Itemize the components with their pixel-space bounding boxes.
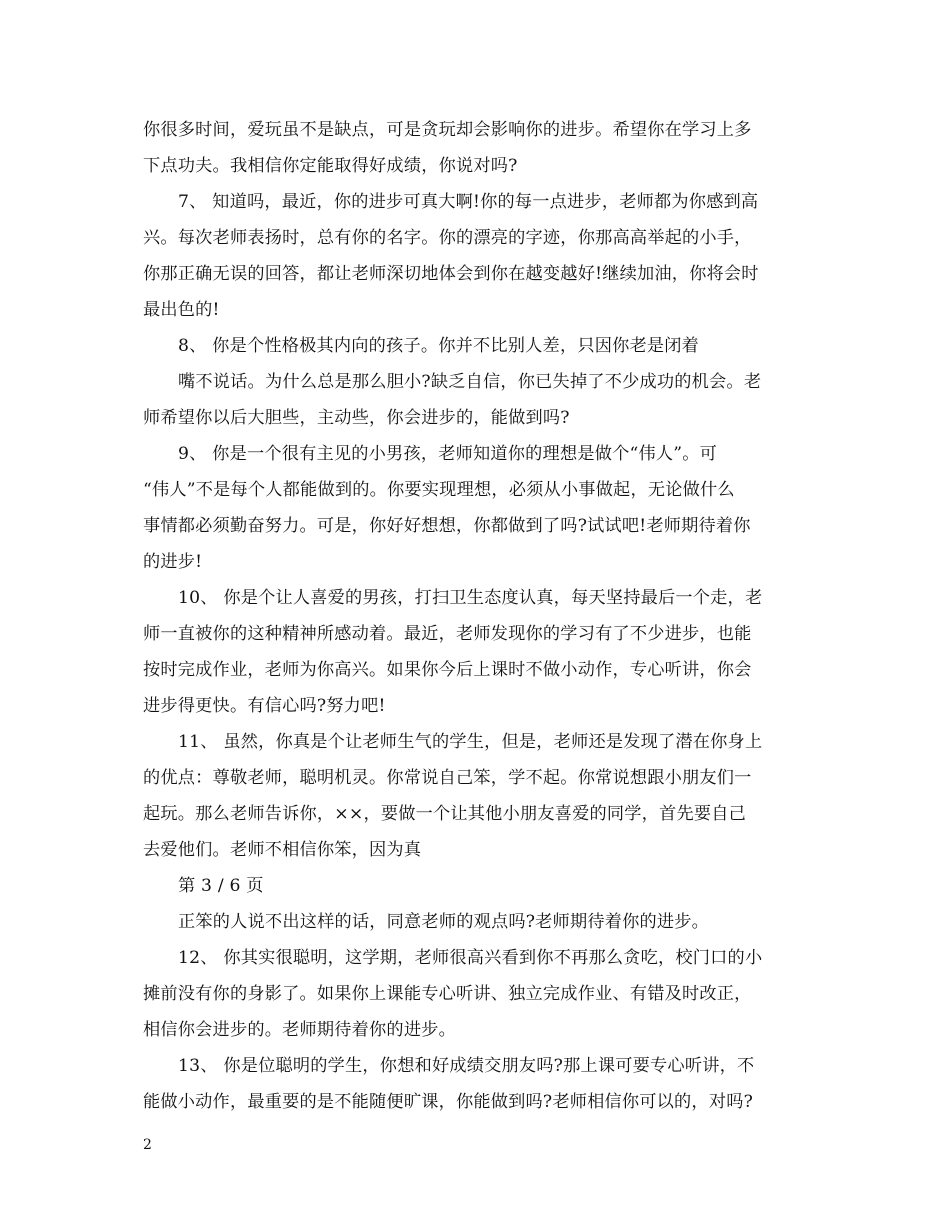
- inline-page-marker: 第 3 / 6 页: [178, 876, 264, 896]
- text-line: 最出色的!: [143, 300, 220, 320]
- text-line: 师一直被你的这种精神所感动着。最近，老师发现你的学习有了不少进步，也能: [143, 624, 752, 644]
- text-line: 起玩。那么老师告诉你，××，要做一个让其他小朋友喜爱的同学，首先要自己: [143, 804, 746, 824]
- paragraph-7-start: 7、 知道吗，最近，你的进步可真大啊!你的每一点进步，老师都为你感到高: [178, 192, 759, 212]
- text-line: 的进步!: [143, 552, 203, 572]
- paragraph-8-start: 8、 你是个性格极其内向的孩子。你并不比别人差，只因你老是闭着: [178, 336, 700, 356]
- text-line: 师希望你以后大胆些，主动些，你会进步的，能做到吗?: [143, 408, 570, 428]
- paragraph-10-start: 10、 你是个让人喜爱的男孩，打扫卫生态度认真，每天坚持最后一个走，老: [178, 588, 763, 608]
- text-line: 正笨的人说不出这样的话，同意老师的观点吗?老师期待着你的进步。: [178, 912, 710, 932]
- text-line: 下点功夫。我相信你定能取得好成绩，你说对吗?: [143, 156, 518, 176]
- paragraph-9-start: 9、 你是一个很有主见的小男孩，老师知道你的理想是做个“伟人”。可: [178, 444, 718, 464]
- text-line: 摊前没有你的身影了。如果你上课能专心听讲、独立完成作业、有错及时改正，: [143, 984, 752, 1004]
- text-line: 你很多时间，爱玩虽不是缺点，可是贪玩却会影响你的进步。希望你在学习上多: [143, 120, 752, 140]
- text-line: 去爱他们。老师不相信你笨，因为真: [143, 840, 422, 860]
- paragraph-11-start: 11、 虽然，你真是个让老师生气的学生，但是，老师还是发现了潜在你身上: [178, 732, 763, 752]
- text-line: 事情都必须勤奋努力。可是，你好好想想，你都做到了吗?试试吧!老师期待着你: [143, 516, 751, 536]
- text-line: 嘴不说话。为什么总是那么胆小?缺乏自信，你已失掉了不少成功的机会。老: [178, 372, 762, 392]
- text-line: “伟人”不是每个人都能做到的。你要实现理想，必须从小事做起，无论做什么: [143, 480, 735, 500]
- text-line: 进步得更快。有信心吗?努力吧!: [143, 696, 386, 716]
- text-line: 的优点：尊敬老师，聪明机灵。你常说自己笨，学不起。你常说想跟小朋友们一: [143, 768, 752, 788]
- page-number: 2: [143, 1137, 152, 1153]
- paragraph-13-start: 13、 你是位聪明的学生，你想和好成绩交朋友吗?那上课可要专心听讲，不: [178, 1056, 755, 1076]
- text-line: 你那正确无误的回答，都让老师深切地体会到你在越变越好!继续加油，你将会时: [143, 264, 759, 284]
- text-line: 兴。每次老师表扬时，总有你的名字。你的漂亮的字迹，你那高高举起的小手，: [143, 228, 752, 248]
- text-line: 相信你会进步的。老师期待着你的进步。: [143, 1020, 456, 1040]
- text-line: 能做小动作，最重要的是不能随便旷课，你能做到吗?老师相信你可以的，对吗?: [143, 1092, 754, 1112]
- paragraph-12-start: 12、 你其实很聪明，这学期，老师很高兴看到你不再那么贪吃，校门口的小: [178, 948, 763, 968]
- text-line: 按时完成作业，老师为你高兴。如果你今后上课时不做小动作，专心听讲，你会: [143, 660, 752, 680]
